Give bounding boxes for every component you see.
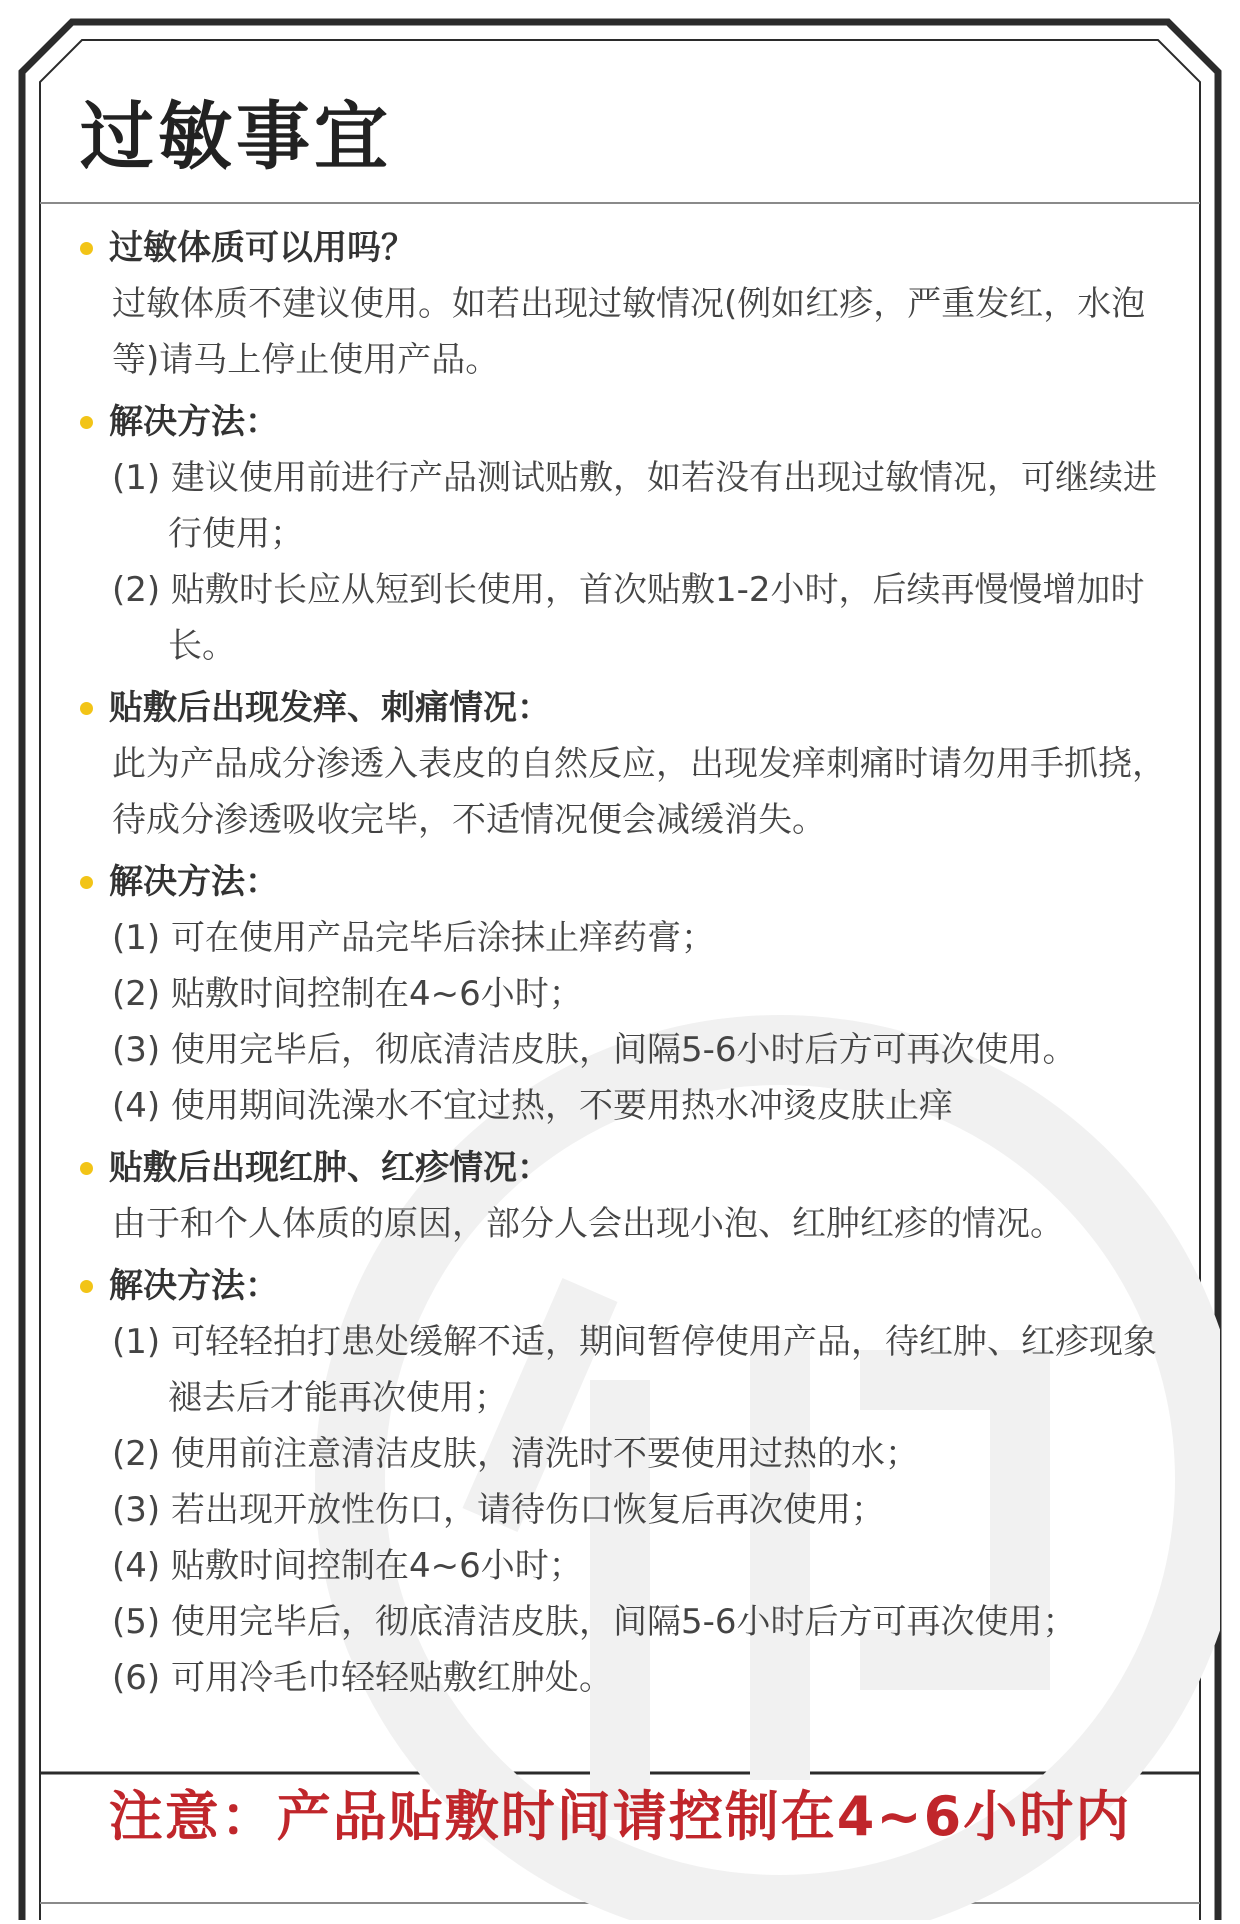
bullet-dot-icon	[80, 876, 93, 889]
section-paragraph: 由于和个人体质的原因，部分人会出现小泡、红肿红疹的情况。	[112, 1204, 1064, 1244]
faq-section	[80, 394, 1170, 680]
faq-section	[80, 854, 1170, 1140]
list-item: (1) 建议使用前进行产品测试贴敷，如若没有出现过敏情况，可继续进行使用；	[112, 458, 1157, 554]
section-heading-text: 贴敷后出现发痒、刺痛情况：	[109, 688, 551, 728]
section-paragraph: 此为产品成分渗透入表皮的自然反应，出现发痒刺痛时请勿用手抓挠，待成分渗透吸收完毕，不适情况便会减缓消失。	[112, 744, 1166, 840]
section-heading	[80, 680, 1170, 736]
section-heading	[80, 1140, 1170, 1196]
page-title: 过敏事宜	[80, 94, 392, 180]
list-item: (4) 贴敷时间控制在4~6小时；	[112, 1546, 583, 1586]
notice-text: 注意：产品贴敷时间请控制在4~6小时内	[108, 1785, 1132, 1848]
section-heading-text: 解决方法：	[109, 862, 279, 902]
list-item: (3) 使用完毕后，彻底清洁皮肤，间隔5-6小时后方可再次使用。	[112, 1030, 1077, 1070]
bullet-dot-icon	[80, 416, 93, 429]
list-item: (2) 贴敷时长应从短到长使用，首次贴敷1-2小时，后续再慢慢增加时长。	[112, 570, 1145, 666]
section-paragraph: 过敏体质不建议使用。如若出现过敏情况(例如红疹，严重发红，水泡等)请马上停止使用产品。	[112, 284, 1146, 380]
faq-section	[80, 1258, 1170, 1712]
list-item: (3) 若出现开放性伤口，请待伤口恢复后再次使用；	[112, 1490, 885, 1530]
faq-section	[80, 1140, 1170, 1258]
list-item: (1) 可轻轻拍打患处缓解不适，期间暂停使用产品，待红肿、红疹现象褪去后才能再次使用；	[112, 1322, 1157, 1418]
faq-section	[80, 220, 1170, 394]
section-heading-text: 贴敷后出现红肿、红疹情况：	[109, 1148, 551, 1188]
section-heading-text: 过敏体质可以用吗？	[109, 228, 415, 268]
list-item: (2) 使用前注意清洁皮肤，清洗时不要使用过热的水；	[112, 1434, 919, 1474]
section-heading	[80, 394, 1170, 450]
list-item: (4) 使用期间洗澡水不宜过热，不要用热水冲烫皮肤止痒	[112, 1086, 953, 1126]
faq-content	[80, 220, 1170, 1712]
section-heading-text: 解决方法：	[109, 1266, 279, 1306]
section-heading	[80, 854, 1170, 910]
bullet-dot-icon	[80, 242, 93, 255]
bullet-dot-icon	[80, 1162, 93, 1175]
list-item: (6) 可用冷毛巾轻轻贴敷红肿处。	[112, 1658, 613, 1698]
list-item: (1) 可在使用产品完毕后涂抹止痒药膏；	[112, 918, 715, 958]
list-item: (5) 使用完毕后，彻底清洁皮肤，间隔5-6小时后方可再次使用；	[112, 1602, 1077, 1642]
list-item: (2) 贴敷时间控制在4~6小时；	[112, 974, 583, 1014]
section-heading	[80, 220, 1170, 276]
section-heading-text: 解决方法：	[109, 402, 279, 442]
bullet-dot-icon	[80, 1280, 93, 1293]
section-heading	[80, 1258, 1170, 1314]
bullet-dot-icon	[80, 702, 93, 715]
faq-section	[80, 680, 1170, 854]
